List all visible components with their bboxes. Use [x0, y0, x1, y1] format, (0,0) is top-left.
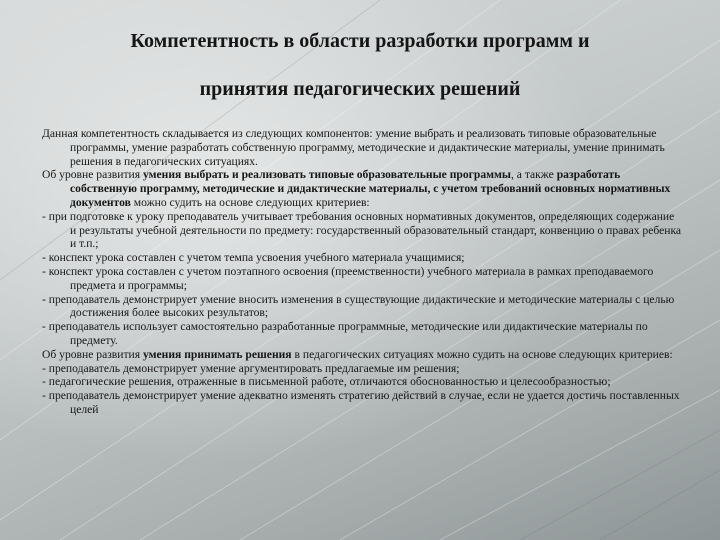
- slide-title-line-2: принятия педагогических решений: [199, 78, 521, 100]
- list-item: - преподаватель демонстрирует умение адекватно изменять стратегию действий в случае, если не удается достичь поставленных целей: [42, 389, 680, 416]
- bold-text: умения выбрать и реализовать типовые образовательные программы: [143, 168, 511, 182]
- slide-title-line-1: Компетентность в области разработки программ и: [130, 30, 590, 52]
- bold-text: разработать собственную программу, методические и дидактические материалы, с учетом требований основных нормативных документов: [70, 168, 671, 209]
- text-fragment: , а также: [510, 168, 557, 182]
- paragraph-criteria-decisions: [42, 348, 682, 362]
- list-item: - конспект урока составлен с учетом темпа усвоения учебного материала учащимися;: [42, 251, 465, 265]
- list-item: - преподаватель демонстрирует умение вносить изменения в существующие дидактические и методические материалы с целью достижения более высоких результатов;: [42, 292, 675, 320]
- list-item: - преподаватель демонстрирует умение аргументировать предлагаемые им решения;: [42, 361, 460, 375]
- paragraph-criteria-programs: [42, 168, 682, 209]
- slide-body-text: [42, 127, 682, 417]
- paragraph-components: Данная компетентность складывается из следующих компонентов: умение выбрать и реализовать типовые образовательные программы, умение разработать собственную программу, методические и дидактические материалы, умение принимать решения в педагогических ситуациях.: [42, 127, 665, 168]
- list-item: - конспект урока составлен с учетом поэтапного освоения (преемственности) учебного материала в рамках преподаваемого предмета и программы;: [42, 264, 654, 292]
- text-fragment: Об уровне развития: [42, 347, 143, 361]
- list-item: - при подготовке к уроку преподаватель учитывает требования основных нормативных документов, определяющих содержание и результаты учебной деятельности по предмету: государственный образовательный стандарт, конвенцию о правах ребенка и т.п.;: [42, 209, 682, 251]
- text-fragment: Об уровне развития: [42, 168, 143, 182]
- bold-text: умения принимать решения: [143, 347, 292, 361]
- list-item: - педагогические решения, отраженные в письменной работе, отличаются обоснованностью и целесообразностью;: [42, 375, 611, 389]
- list-item: - преподаватель использует самостоятельно разработанные программные, методические или дидактические материалы по предмету.: [42, 320, 648, 347]
- text-fragment: можно судить на основе следующих критериев:: [130, 195, 370, 209]
- text-fragment: в педагогических ситуациях можно судить на основе следующих критериев:: [291, 347, 673, 361]
